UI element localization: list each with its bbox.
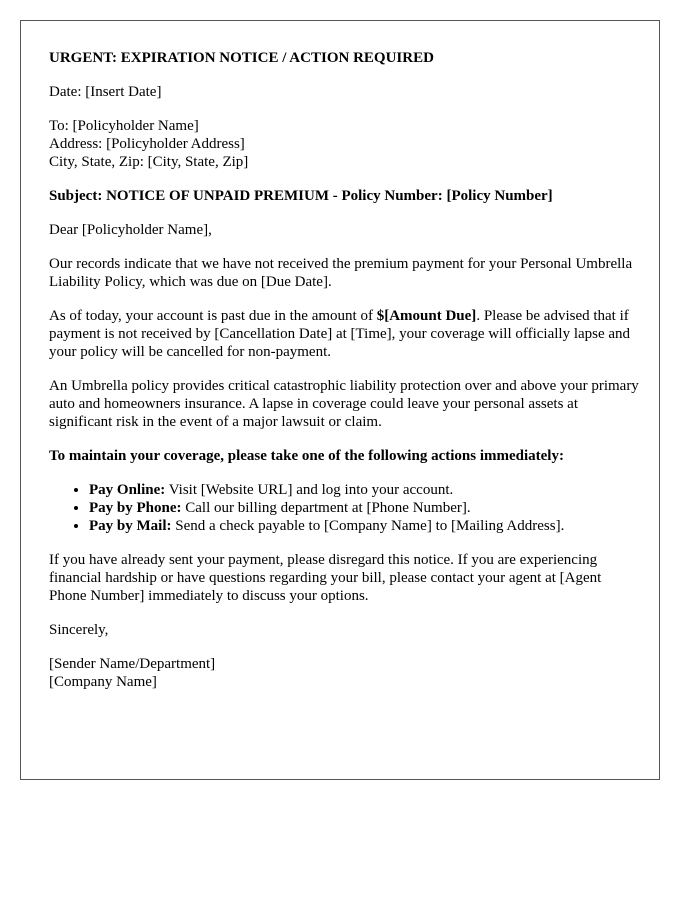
option-label: Pay by Mail:	[89, 518, 172, 534]
list-item-pay-online	[89, 481, 639, 499]
notice-title: URGENT: EXPIRATION NOTICE / ACTION REQUIRED	[49, 50, 434, 66]
closing: Sincerely,	[49, 622, 109, 638]
payment-options-list	[49, 481, 639, 535]
paragraph-past-due	[49, 307, 639, 361]
option-label: Pay Online:	[89, 482, 166, 498]
amount-due: $[Amount Due]	[376, 308, 477, 324]
company-name: [Company Name]	[49, 674, 157, 690]
option-text: Send a check payable to [Company Name] to [Mailing Address].	[171, 518, 565, 534]
paragraph-hardship: If you have already sent your payment, please disregard this notice. If you are experiencing financial hardship or have questions regarding your bill, please contact your agent at [Agent Phone Number] immediately to discuss your options.	[49, 552, 602, 604]
recipient-block	[49, 117, 639, 171]
date-line: Date: [Insert Date]	[49, 84, 162, 100]
sender-name: [Sender Name/Department]	[49, 656, 216, 672]
paragraph-records: Our records indicate that we have not received the premium payment for your Personal Umbrella Liability Policy, which was due on [Due Date].	[49, 256, 633, 290]
signature-block	[49, 655, 639, 691]
recipient-address: Address: [Policyholder Address]	[49, 136, 245, 152]
past-due-text: As of today, your account is past due in the amount of	[49, 308, 377, 324]
list-item-pay-phone	[89, 499, 639, 517]
option-label: Pay by Phone:	[89, 500, 182, 516]
action-heading: To maintain your coverage, please take one of the following actions immediately:	[49, 448, 564, 464]
paragraph-umbrella: An Umbrella policy provides critical catastrophic liability protection over and above your primary auto and homeowners insurance. A lapse in coverage could leave your personal assets at significant risk in the event of a major lawsuit or claim.	[49, 378, 639, 430]
letter-page	[20, 20, 660, 780]
option-text: Call our billing department at [Phone Number].	[181, 500, 471, 516]
option-text: Visit [Website URL] and log into your account.	[165, 482, 454, 498]
past-due-warning: . Please be advised that if payment is not received by [Cancellation Date] at [Time], your coverage will officially lapse and your policy will be cancelled for non-payment.	[49, 308, 631, 360]
salutation: Dear [Policyholder Name],	[49, 222, 212, 238]
recipient-name: To: [Policyholder Name]	[49, 118, 199, 134]
subject-line: Subject: NOTICE OF UNPAID PREMIUM - Policy Number: [Policy Number]	[49, 188, 553, 204]
letter-content	[49, 49, 639, 707]
recipient-city: City, State, Zip: [City, State, Zip]	[49, 154, 249, 170]
list-item-pay-mail	[89, 517, 639, 535]
